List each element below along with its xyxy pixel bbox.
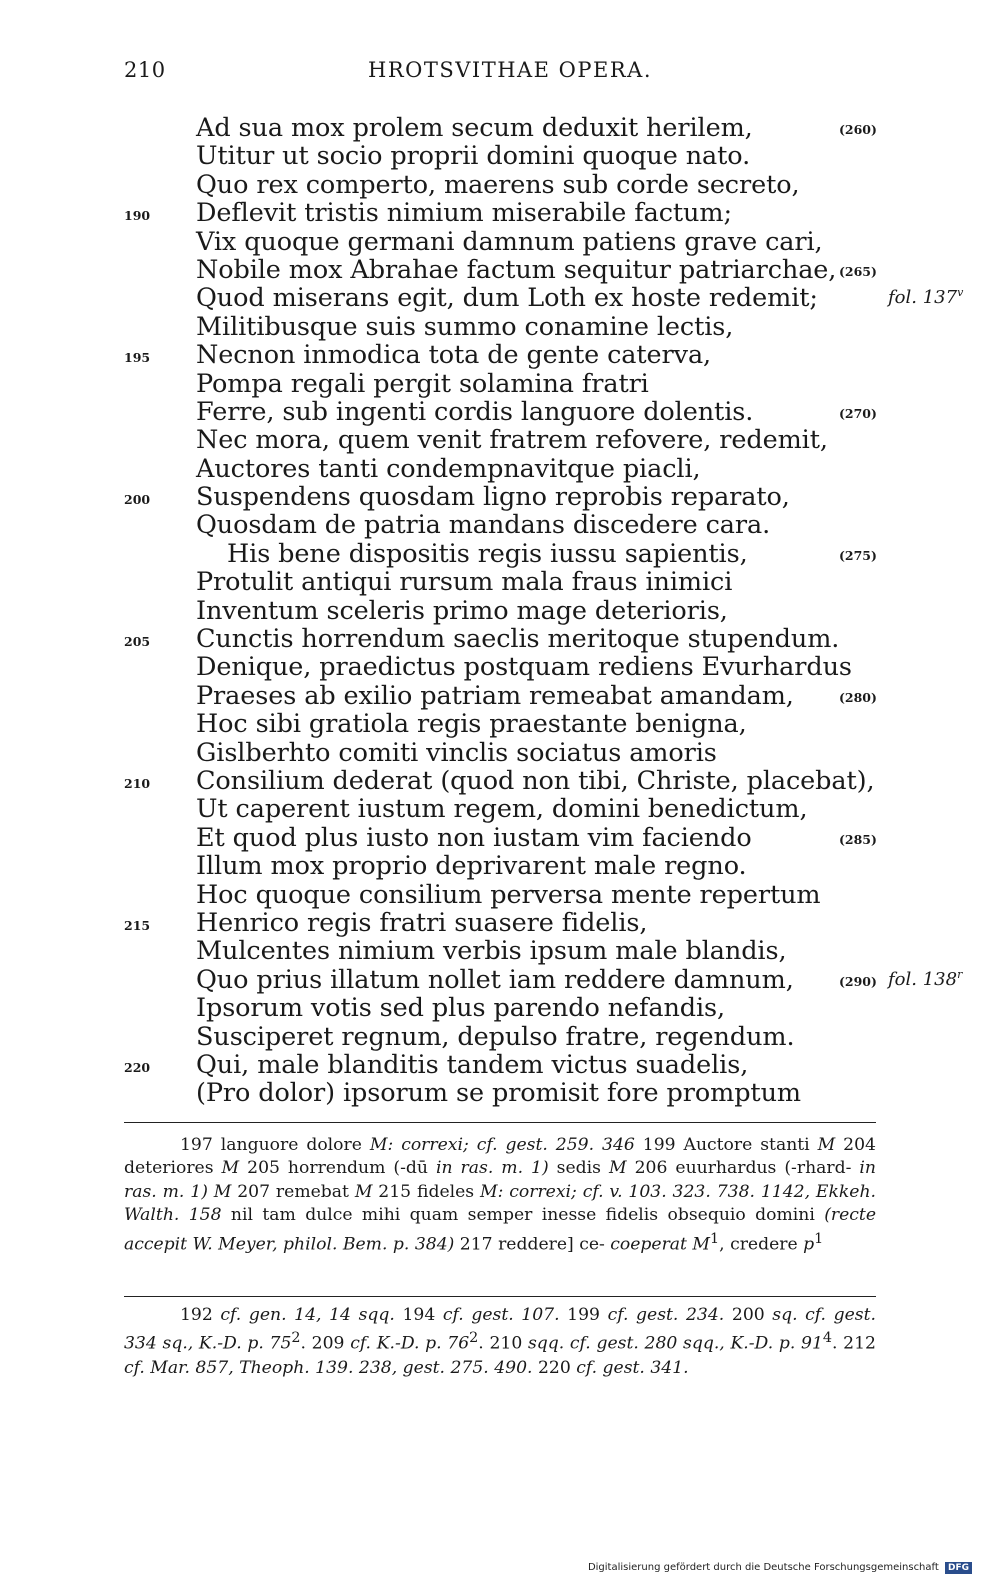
verse-line: [0, 511, 1000, 539]
note-text: M: [221, 1158, 240, 1179]
verse-text: Deflevit tristis nimium miserabile factum;: [196, 198, 732, 229]
note-text: in ras. m. 1): [435, 1158, 549, 1179]
note-text: . 210: [478, 1334, 528, 1355]
verse-line: [0, 909, 1000, 937]
note-text: 200: [724, 1305, 773, 1325]
note-text: cf. gest. 341.: [576, 1357, 689, 1378]
folio-label: fol. 137: [888, 287, 958, 309]
verse-text: Utitur ut socio proprii domini quoque nato.: [196, 141, 751, 172]
verse-text: Quo rex comperto, maerens sub corde secreto,: [196, 169, 800, 200]
verse-text: Protulit antiqui rursum mala fraus inimici: [196, 567, 733, 598]
line-number: 210: [124, 775, 151, 791]
note-text: M: [354, 1181, 373, 1202]
folio-side: v: [957, 286, 964, 300]
note-text: cf. gen. 14, 14 sqq.: [220, 1305, 395, 1325]
note-text: sq. cf. gest. 334 sq., K.-D. p. 75: [124, 1305, 876, 1355]
note-text: nil tam dulce mihi quam semper inesse fidelis obsequio domini: [221, 1205, 825, 1226]
verse-text: Suspendens quosdam ligno reprobis reparato,: [196, 482, 790, 513]
line-number: 200: [124, 492, 151, 508]
verse-line: [0, 881, 1000, 909]
verse-text: Pompa regali pergit solamina fratri: [196, 368, 649, 399]
note-text: . 209: [300, 1334, 351, 1355]
note-text: cf. gest. 234.: [607, 1305, 725, 1325]
note-text: 2: [291, 1330, 301, 1347]
verse-text: Quod miserans egit, dum Loth ex hoste redemit;: [196, 283, 818, 314]
running-head: HROTSVITHAE OPERA.: [368, 58, 653, 82]
verse-text: Illum mox proprio deprivarent male regno.: [196, 851, 747, 882]
verse-line: [0, 1079, 1000, 1107]
alt-line-number: (290): [839, 973, 877, 989]
note-text: coeperat M: [610, 1234, 711, 1255]
verse-line: [0, 597, 1000, 625]
note-text: 215 fideles: [372, 1181, 480, 1202]
verse-text: Nec mora, quem venit fratrem refovere, redemit,: [196, 425, 828, 456]
verse-line: [0, 824, 1000, 852]
note-text: 217 reddere] ce-: [454, 1234, 611, 1255]
verse-line: [0, 256, 1000, 284]
verse-text: Denique, praedictus postquam rediens Evurhardus: [196, 652, 852, 683]
verse-line: [0, 682, 1000, 710]
verse-line: [0, 483, 1000, 511]
verse-text: Militibusque suis summo conamine lectis,: [196, 311, 734, 342]
verse-text: Consilium dederat (quod non tibi, Christe, placebat),: [196, 765, 875, 796]
note-text: sqq. cf. gest. 280 sqq., K.-D. p. 91: [527, 1334, 823, 1355]
verse-text: Qui, male blanditis tandem victus suadelis,: [196, 1049, 749, 1080]
verse-line: [0, 171, 1000, 199]
verse-line: [0, 398, 1000, 426]
sources-divider: [124, 1296, 876, 1297]
note-text: 204 deteriores: [124, 1135, 876, 1179]
note-text: (recte accepit W. Meyer, philol. Bem. p. 384): [124, 1205, 877, 1255]
alt-line-number: (265): [839, 263, 877, 279]
note-text: sedis: [548, 1158, 609, 1179]
verse-text: Henrico regis fratri suasere fidelis,: [196, 907, 648, 938]
verse-text: Gislberhto comiti vinclis sociatus amoris: [196, 737, 717, 768]
note-text: 205 horrendum (-dū: [239, 1158, 436, 1179]
folio-side: r: [957, 967, 963, 981]
line-number: 190: [124, 208, 151, 224]
verse-text: Praeses ab exilio patriam remeabat amandam,: [196, 680, 794, 711]
note-text: 1: [814, 1230, 824, 1247]
verse-line: [0, 966, 1000, 994]
verse-line: [0, 313, 1000, 341]
note-text: M: [609, 1158, 627, 1179]
verse-line: [0, 199, 1000, 227]
alt-line-number: (280): [839, 689, 877, 705]
note-text: 199 Auctore stanti: [634, 1135, 818, 1155]
note-text: cf. gest. 107.: [442, 1305, 560, 1325]
verse-line: [0, 455, 1000, 483]
note-text: 194: [394, 1305, 443, 1325]
verse-line: [0, 710, 1000, 738]
source-references: [124, 1304, 876, 1380]
apparatus-divider: [124, 1122, 876, 1123]
verse-line: [0, 1023, 1000, 1051]
verse-line: [0, 852, 1000, 880]
verse-text: Inventum sceleris primo mage deterioris,: [196, 595, 728, 626]
verse-text: His bene dispositis regis iussu sapientis,: [227, 538, 748, 569]
critical-apparatus: [124, 1134, 876, 1257]
verse-text: Auctores tanti condempnavitque piacli,: [196, 453, 701, 484]
note-text: 197 languore dolore: [180, 1135, 370, 1155]
verse-line: [0, 540, 1000, 568]
verse-line: [0, 937, 1000, 965]
verse-line: [0, 739, 1000, 767]
verse-line: [0, 767, 1000, 795]
verse-text: Cunctis horrendum saeclis meritoque stupendum.: [196, 624, 840, 655]
verse-line: [0, 653, 1000, 681]
note-text: 192: [180, 1305, 221, 1325]
verse-line: [0, 426, 1000, 454]
alt-line-number: (285): [839, 831, 877, 847]
note-text: . 212: [832, 1334, 876, 1355]
verse-text: Hoc sibi gratiola regis praestante benigna,: [196, 709, 747, 740]
note-text: M: correxi; cf. v. 103. 323. 738. 1142, Ekkeh. Walth. 158: [124, 1181, 877, 1226]
note-text: cf. K.-D. p. 76: [350, 1334, 470, 1355]
verse-line: [0, 114, 1000, 142]
note-text: in ras. m. 1) M: [124, 1158, 876, 1202]
note-text: 1: [710, 1230, 720, 1247]
verse-text: Vix quoque germani damnum patiens grave cari,: [196, 226, 823, 257]
line-number: 215: [124, 917, 151, 933]
alt-line-number: (270): [839, 405, 877, 421]
verse-text: Mulcentes nimium verbis ipsum male blandis,: [196, 936, 787, 967]
verse-line: [0, 341, 1000, 369]
note-text: 207 remebat: [231, 1181, 355, 1202]
note-text: 206 euurhardus (-rhard-: [626, 1158, 860, 1179]
note-text: 220: [532, 1357, 577, 1378]
verse-text: Quosdam de patria mandans discedere cara.: [196, 510, 771, 541]
page-header: [0, 58, 1000, 88]
verse-text: Ferre, sub ingenti cordis languore dolentis.: [196, 396, 754, 427]
line-number: 220: [124, 1059, 151, 1075]
alt-line-number: (260): [839, 122, 877, 137]
note-text: 4: [822, 1330, 833, 1347]
note-text: 199: [559, 1305, 608, 1325]
verse-line: [0, 994, 1000, 1022]
verse-text: (Pro dolor) ipsorum se promisit fore promptum: [196, 1078, 801, 1109]
verse-line: [0, 625, 1000, 653]
note-text: M: [817, 1135, 836, 1155]
verse-line: [0, 568, 1000, 596]
line-number: 205: [124, 634, 151, 650]
verse-line: [0, 795, 1000, 823]
verse-line: [0, 228, 1000, 256]
verse-text: Quo prius illatum nollet iam reddere damnum,: [196, 964, 794, 995]
verse-text: Ipsorum votis sed plus parendo nefandis,: [196, 993, 726, 1024]
note-text: M: correxi; cf. gest. 259. 346: [369, 1135, 635, 1155]
verse-line: [0, 284, 1000, 312]
note-text: , credere: [719, 1234, 804, 1255]
verse-text: Susciperet regnum, depulso fratre, regendum.: [196, 1021, 795, 1052]
verse-text: Nobile mox Abrahae factum sequitur patriarchae,: [196, 254, 837, 285]
verse-text: Et quod plus iusto non iustam vim faciendo: [196, 822, 752, 853]
note-text: 2: [469, 1330, 479, 1347]
dfg-logo: DFG: [945, 1562, 972, 1574]
verse-text: Ut caperent iustum regem, domini benedictum,: [196, 794, 808, 825]
verse-text: Ad sua mox prolem secum deduxit herilem,: [196, 113, 753, 143]
note-text: cf. Mar. 857, Theoph. 139. 238, gest. 275. 490.: [124, 1357, 533, 1378]
digitization-credit: [588, 1562, 972, 1574]
verse-line: [0, 142, 1000, 170]
folio-marker: [888, 968, 962, 990]
note-text: p: [803, 1234, 815, 1255]
page-number: 210: [124, 58, 166, 82]
verse-line: [0, 1051, 1000, 1079]
line-number: 195: [124, 350, 151, 366]
alt-line-number: (275): [839, 547, 877, 563]
credit-text: Digitalisierung gefördert durch die Deutsche Forschungsgemeinschaft: [587, 1562, 939, 1573]
folio-marker: [888, 286, 963, 308]
poem-text: [0, 114, 1000, 1108]
verse-text: Hoc quoque consilium perversa mente repertum: [196, 879, 821, 910]
verse-line: [0, 370, 1000, 398]
folio-label: fol. 138: [888, 968, 958, 990]
verse-text: Necnon inmodica tota de gente caterva,: [196, 340, 712, 371]
